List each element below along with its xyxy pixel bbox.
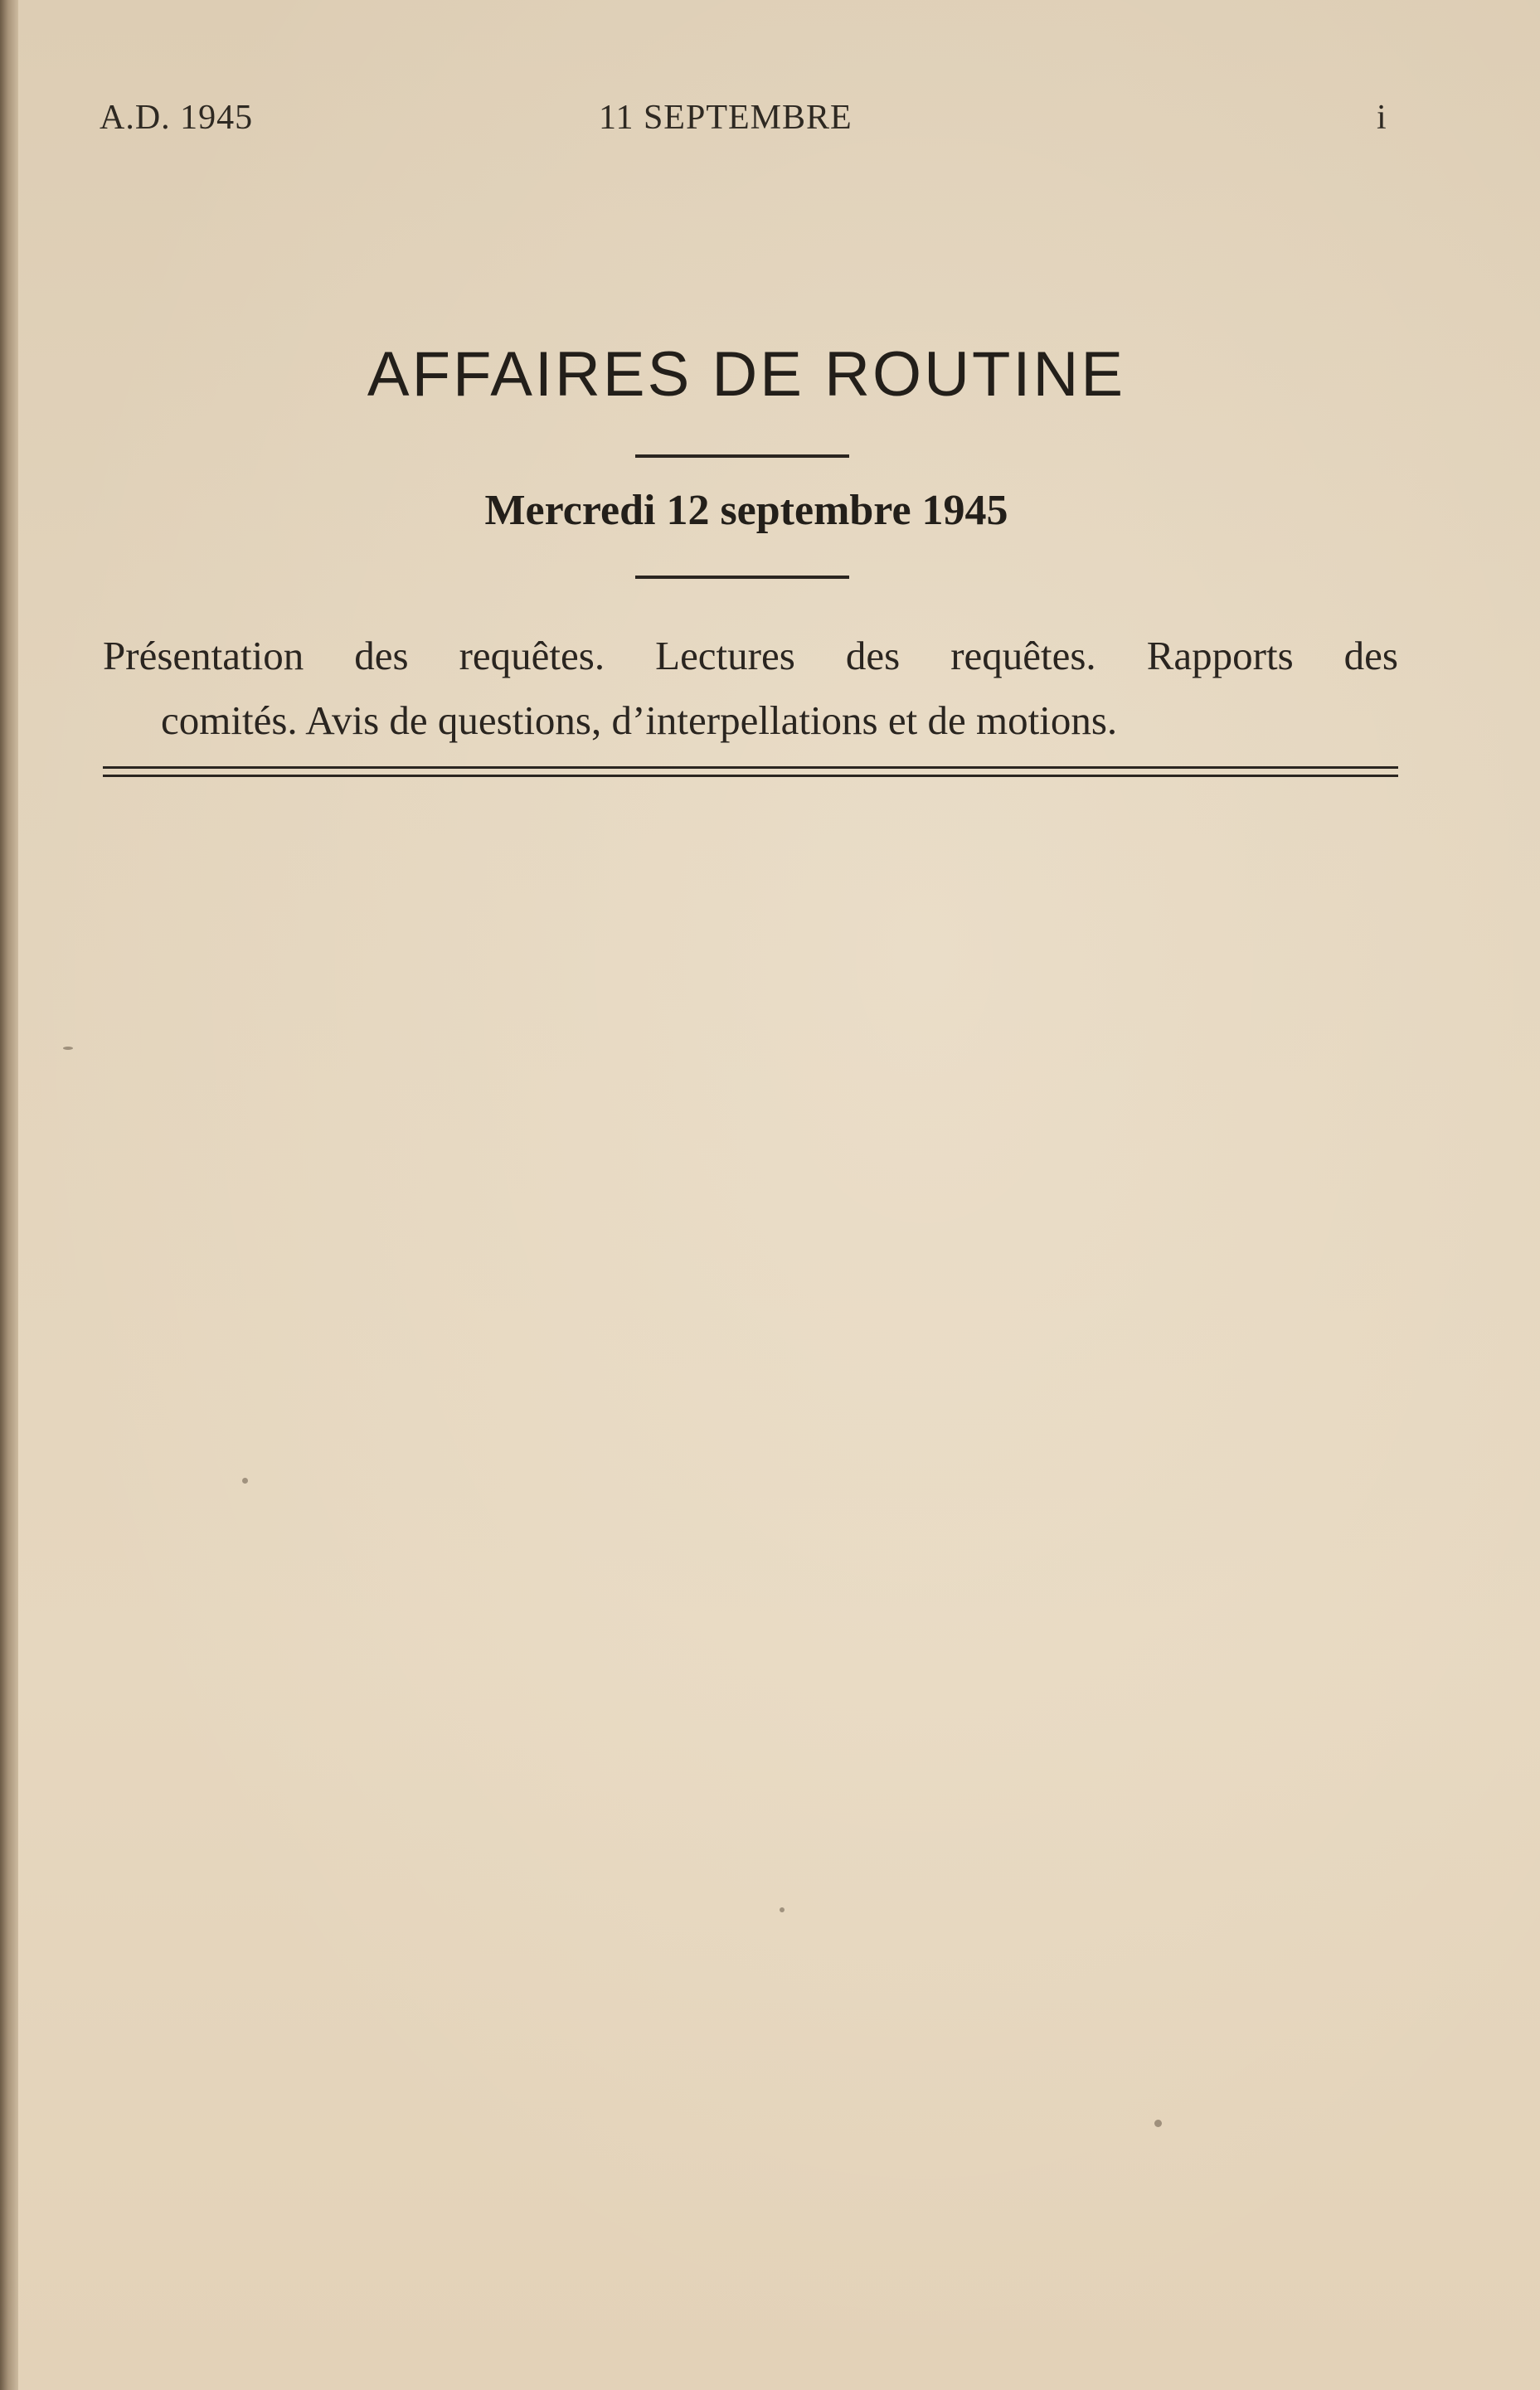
double-rule-top: [103, 766, 1398, 769]
running-head-year: A.D. 1945: [100, 99, 254, 137]
paper-speck: [242, 1478, 248, 1484]
routine-line-2: comités. Avis de questions, d’interpellations et de motions.: [161, 697, 1118, 743]
divider-rule: [635, 454, 849, 458]
session-date: Mercredi 12 septembre 1945: [484, 487, 1008, 534]
paper-speck: [63, 1047, 73, 1050]
running-head-date: 11 SEPTEMBRE: [599, 99, 853, 137]
divider-rule: [635, 576, 849, 579]
routine-business-paragraph: [103, 624, 1398, 753]
double-rule-bottom: [103, 775, 1398, 777]
routine-line-1: Présentation des requêtes. Lectures des requêtes. Rapports des: [103, 633, 1398, 678]
paper-speck: [1154, 2120, 1162, 2127]
page-title: AFFAIRES DE ROUTINE: [367, 339, 1126, 410]
paper-speck: [780, 1907, 785, 1912]
page-number: i: [1377, 99, 1387, 137]
